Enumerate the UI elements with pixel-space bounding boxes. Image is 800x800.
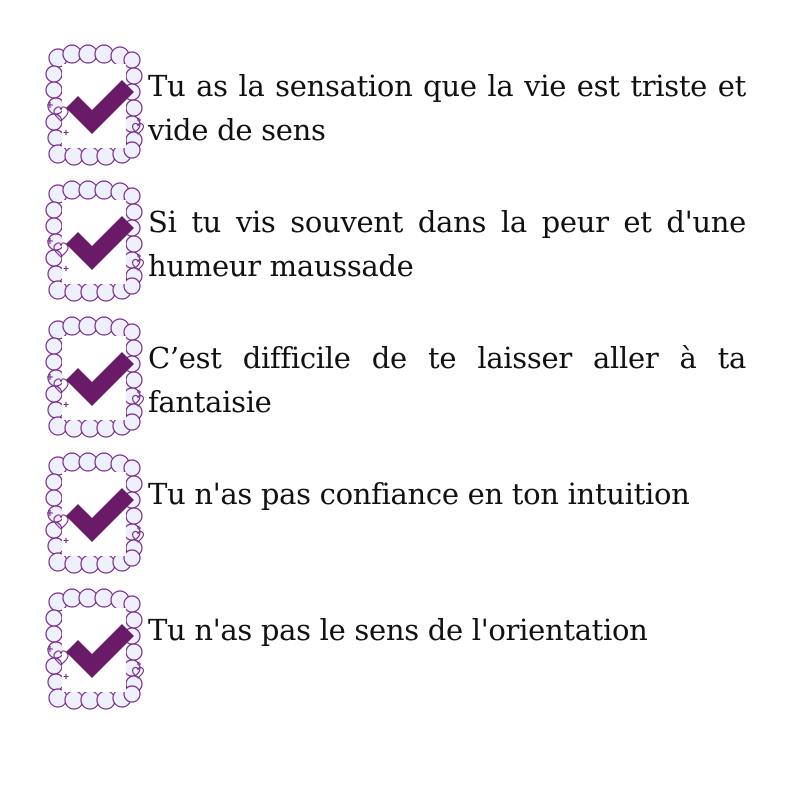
checklist-item <box>44 44 754 166</box>
checkbox-icon <box>44 452 144 574</box>
cloud-frame-icon <box>44 452 144 574</box>
item-text: Si tu vis souvent dans la peur et d'une humeur maussade <box>148 205 746 283</box>
item-text: Tu n'as pas le sens de l'orientation <box>148 613 648 647</box>
checklist-item <box>44 316 754 438</box>
checkbox-icon <box>44 316 144 438</box>
checkbox-icon <box>44 180 144 302</box>
item-text: C’est difficile de te laisser aller à ta fantaisie <box>148 341 746 419</box>
cloud-frame-icon <box>44 588 144 710</box>
checklist-item <box>44 588 754 710</box>
checkbox-icon <box>44 588 144 710</box>
checklist-item <box>44 452 754 574</box>
checkbox-icon <box>44 44 144 166</box>
cloud-frame-icon <box>44 44 144 166</box>
checklist-item <box>44 180 754 302</box>
cloud-frame-icon <box>44 180 144 302</box>
item-text: Tu as la sensation que la vie est triste et vide de sens <box>148 69 746 147</box>
cloud-frame-icon <box>44 316 144 438</box>
item-text: Tu n'as pas confiance en ton intuition <box>148 477 690 511</box>
